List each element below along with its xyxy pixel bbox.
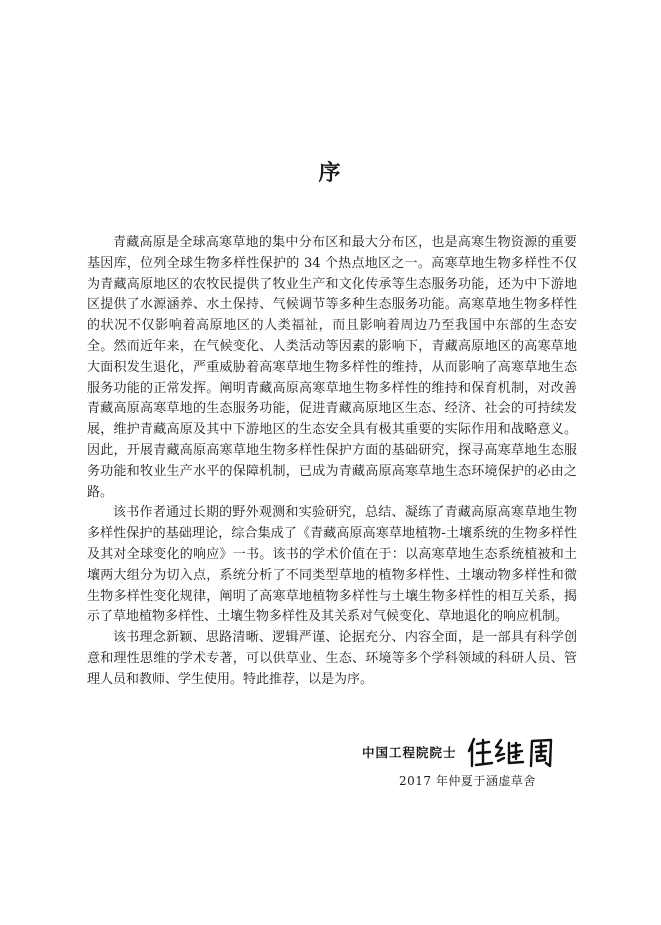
signer-affiliation: 中国工程院院士 <box>362 745 457 760</box>
date-place: 2017 年仲夏于涵虚草舍 <box>399 774 536 788</box>
signature-block <box>362 734 557 770</box>
paragraph-3: 该书理念新颖、思路清晰、逻辑严谨、论据充分、内容全面，是一部具有科学创意和理性思维的学术专著，可以供草业、生态、环境等多个学科领域的科研人员、管理人员和教师、学生使用。特此推荐，以是为序。 <box>87 630 577 687</box>
handwritten-signature-icon <box>465 734 557 770</box>
paragraph-1: 青藏高原是全球高寒草地的集中分布区和最大分布区，也是高寒生物资源的重要基因库，位列全球生物多样性保护的 34 个热点地区之一。高寒草地生物多样性不仅为青藏高原地区的农牧民提供了牧业生产和文化传承等生态服务功能，还为中下游地区提供了水源涵养、水土保持、气候调节等多种生态服务功能。高寒草地生物多样性的状况不仅影响着高原地区的人类福祉，而且影响着周边乃至我国中东部的生态安全。然而近年来，在气候变化、人类活动等因素的影响下，青藏高原地区的高寒草地大面积发生退化，严重威胁着高寒草地生物多样性的维持，从而影响了高寒草地生态服务功能的正常发挥。阐明青藏高原高寒草地生物多样性的维持和保育机制，对改善青藏高原高寒草地的生态服务功能，促进青藏高原地区生态、经济、社会的可持续发展，维护青藏高原及其中下游地区的生态安全具有极其重要的实际作用和战略意义。因此，开展青藏高原高寒草地生物多样性保护方面的基础研究，探寻高寒草地生态服务功能和牧业生产水平的保障机制，已成为青藏高原高寒草地生态环境保护的必由之路。 <box>87 235 577 500</box>
preface-body <box>87 233 577 691</box>
paragraph-2: 该书作者通过长期的野外观测和实验研究，总结、凝练了青藏高原高寒草地生物多样性保护的基础理论，综合集成了《青藏高原高寒草地植物-土壤系统的生物多样性及其对全球变化的响应》一书。该书的学术价值在于：以高寒草地生态系统植被和土壤两大组分为切入点，系统分析了不同类型草地的植物多样性、土壤动物多样性和微生物多样性变化规律，阐明了高寒草地植物多样性与土壤生物多样性的相互关系，揭示了草地植物多样性、土壤生物多样性及其关系对气候变化、草地退化的响应机制。 <box>87 505 577 625</box>
page-title: 序 <box>318 160 343 186</box>
